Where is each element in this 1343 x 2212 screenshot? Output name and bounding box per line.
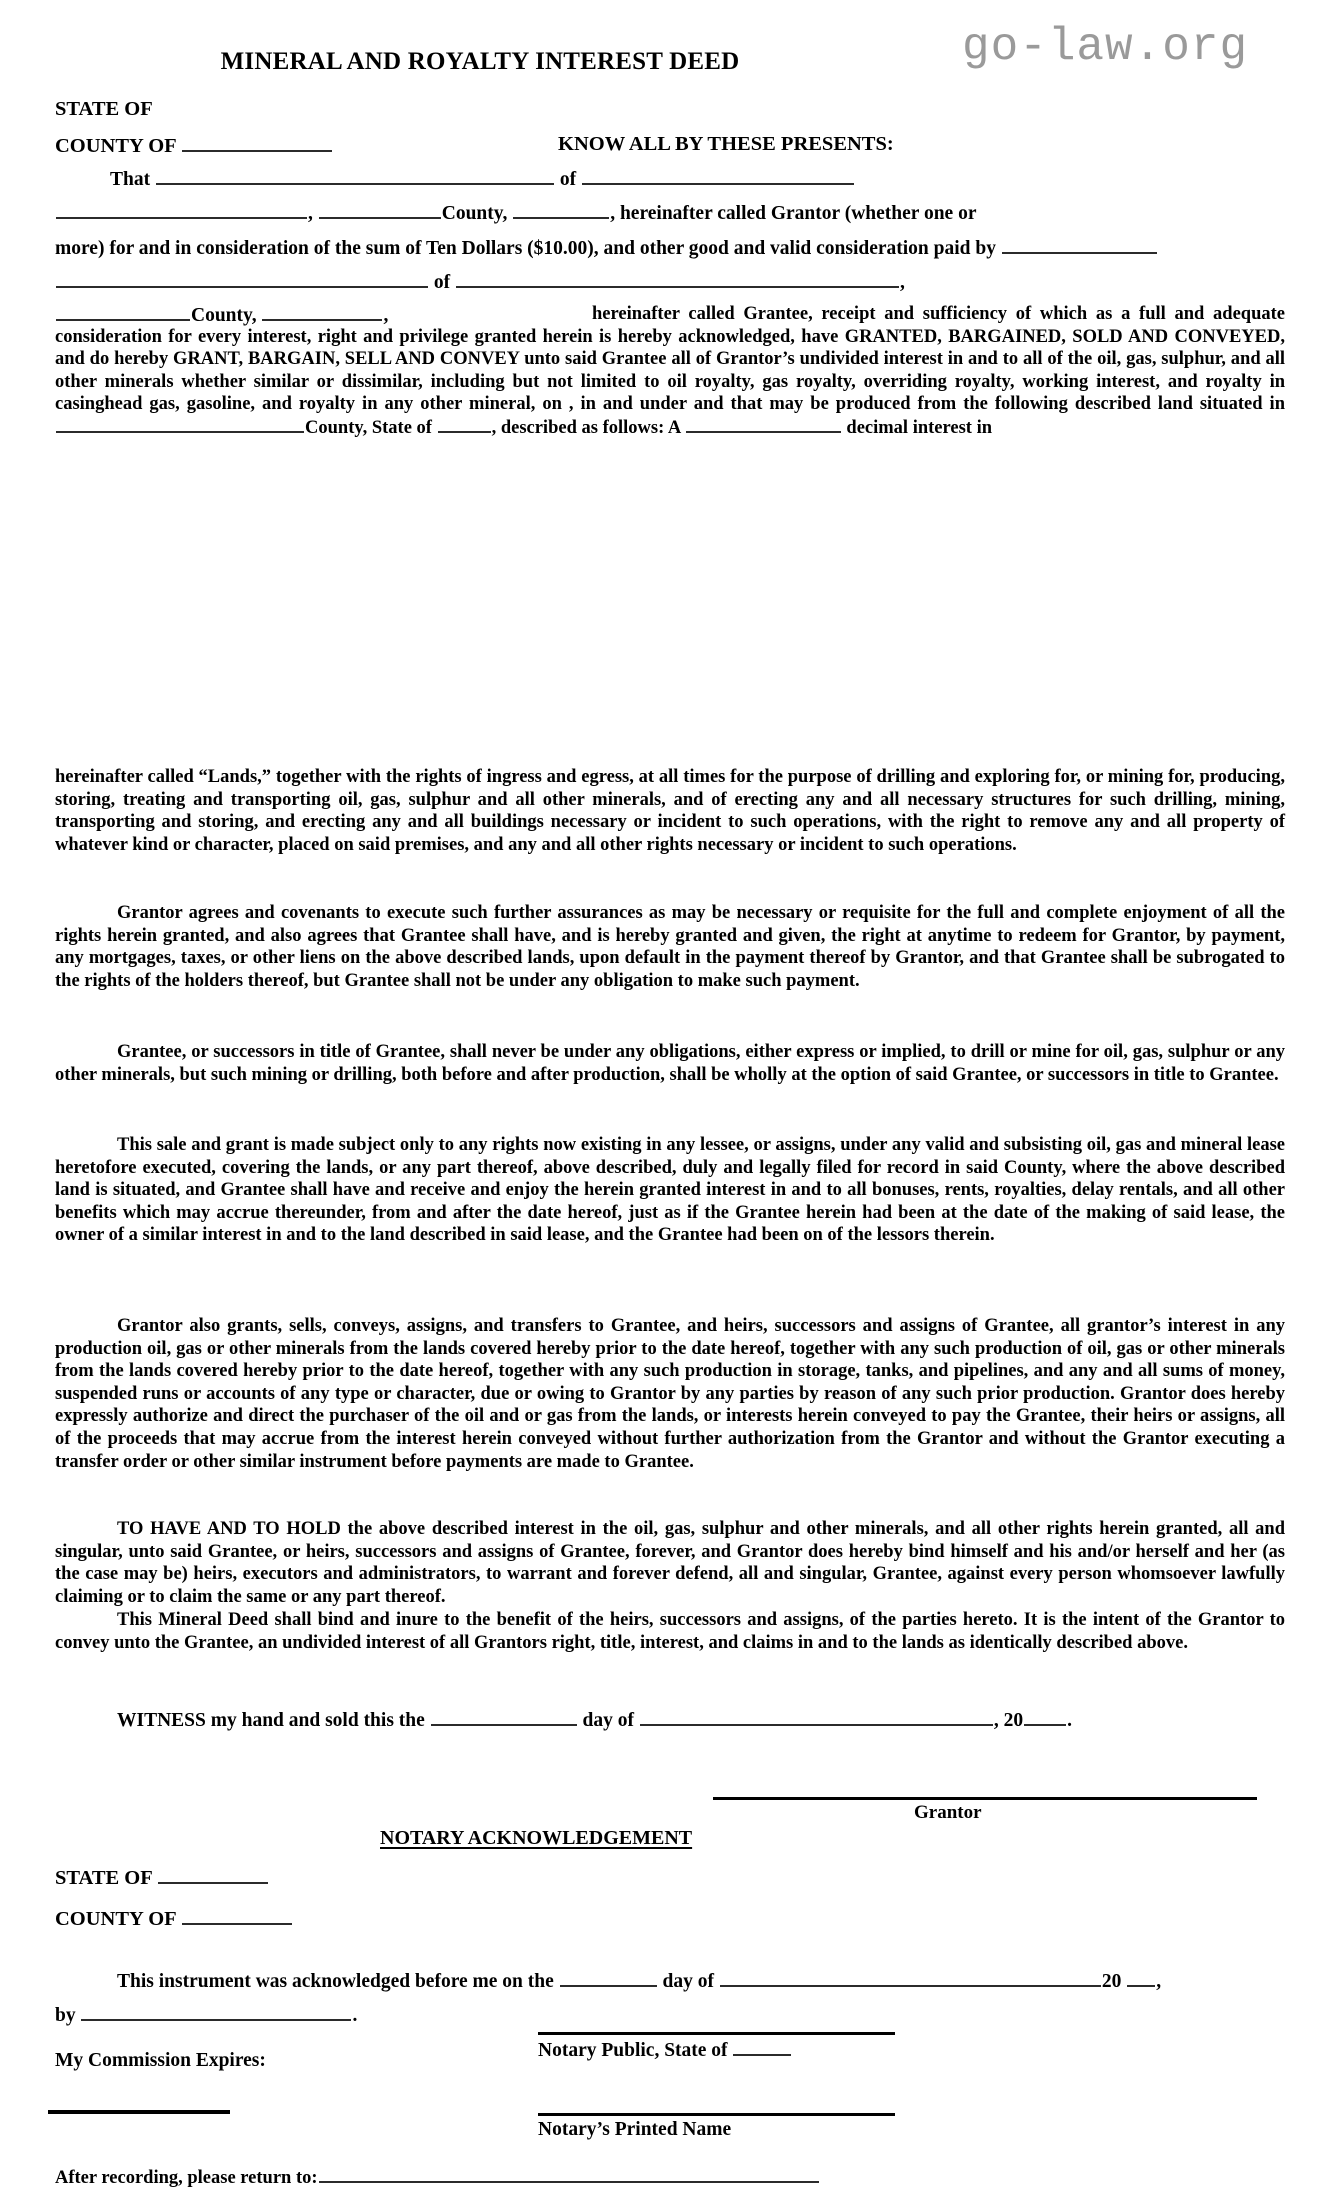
grantee-recital-comma: ,	[383, 304, 389, 326]
that-label: That	[110, 168, 151, 190]
ack-year-blank[interactable]	[1127, 1969, 1155, 1987]
know-all-by-these-presents: KNOW ALL BY THESE PRESENTS:	[558, 133, 894, 155]
ack-comma: ,	[1156, 1970, 1162, 1992]
described-as-label: , described as	[491, 418, 598, 439]
recital-line-4[interactable]	[55, 270, 905, 294]
notary-state-blank[interactable]	[158, 1865, 268, 1884]
grantor-state-blank[interactable]	[513, 201, 609, 219]
notary-public-state-blank[interactable]	[733, 2038, 791, 2056]
paragraph-to-have-and-to-hold	[55, 1518, 1285, 1608]
grantor-signature-label: Grantor	[914, 1802, 982, 1823]
grantor-address-2-blank[interactable]	[56, 201, 307, 219]
county-state-label: County, State of	[305, 418, 432, 439]
by-label: by	[55, 2004, 76, 2026]
witness-period: .	[1067, 1709, 1073, 1731]
commission-expires-line[interactable]	[48, 2110, 230, 2114]
witness-year-prefix: , 20	[993, 1709, 1024, 1731]
paragraph-prior-production	[55, 1315, 1285, 1473]
notary-printed-name-line[interactable]	[538, 2113, 895, 2116]
grantor-signature-line[interactable]	[713, 1797, 1257, 1800]
paragraph-lands-rights	[55, 766, 1285, 856]
paragraph-text: This Mineral Deed shall bind and inure to the benefit of the heirs, successors and assigns, of the parties hereto. It is the intent of the Grantor to convey unto the Grantee, an undivided interest of all Grantors right, title, interest, and claims in and to the lands as identically described above.	[55, 1610, 1285, 1653]
witness-line[interactable]	[117, 1708, 1072, 1732]
witness-label: WITNESS my hand and sold this the	[117, 1709, 425, 1731]
return-to-label: After recording, please return to:	[55, 2168, 318, 2189]
consideration-text: more) for and in consideration of the sum of Ten Dollars ($10.00), and other good and valid consideration paid by	[55, 237, 996, 259]
paragraph-text: hereinafter called “Lands,” together with the rights of ingress and egress, at all times for the purpose of drilling and exploring for, or mining for, producing, storing, treating and transporting oil, gas, sulphur and all other minerals, and of erecting any and all necessary structures for such drilling, mining, transporting and storing, and erecting any and all buildings necessary or incident to such operations, with the right to remove any and all property of whatever kind or character, placed on said premises, and any and all other rights necessary or incident to such operations.	[55, 767, 1285, 855]
notary-public-field[interactable]	[538, 2038, 792, 2062]
hereinafter-grantor-text: , hereinafter called Grantor (whether one or	[610, 202, 977, 224]
county-word-2: County,	[191, 304, 257, 326]
decimal-interest-blank[interactable]	[686, 416, 841, 433]
grantor-name-blank[interactable]	[156, 167, 554, 185]
notary-acknowledgement-heading: NOTARY ACKNOWLEDGEMENT	[380, 1827, 693, 1849]
ack-day-of-label: day of	[662, 1970, 714, 1992]
commission-expires-label: My Commission Expires:	[55, 2050, 266, 2071]
grantee-address-blank[interactable]	[56, 270, 428, 288]
paragraph-text: This sale and grant is made subject only to any rights now existing in any lessee, or assigns, under any valid and subsisting oil, gas and mineral lease heretofore executed, covering the lands, or any part thereof, above described, duly and legally filed for record in said County, where the above described land is situated, and Grantee shall have and receive and enjoy the herein granted interest in and to all bonuses, rents, royalties, delay rentals, and all other benefits which may accrue thereunder, from and after the date hereof, just as if the Grantee herein had been at the date of the making of said lease, the owner of a similar interest in and to the land described in said lease, and the Grantee had been on of the lessors therein.	[55, 1135, 1285, 1246]
paragraph-text: TO HAVE AND TO HOLD the above described interest in the oil, gas, sulphur and other minerals, and all other rights herein granted, all and singular, unto said Grantee, or heirs, successors and assigns of Grantee, forever, and Grantor does hereby bind himself and his and/or herself and her (as the case may be) heirs, executors and administrators, to warrant and forever defend, all and singular, Grantee, against every person whomsoever lawfully claiming or to claim the same or any part thereof.	[55, 1519, 1285, 1607]
county-of-blank[interactable]	[182, 133, 332, 152]
land-state-blank[interactable]	[438, 416, 491, 433]
return-to-line[interactable]	[55, 2166, 820, 2189]
paragraph-binding-effect	[55, 1609, 1285, 1654]
notary-public-signature-line[interactable]	[538, 2032, 895, 2035]
county-of-field[interactable]	[55, 133, 333, 158]
notary-state-field[interactable]	[55, 1865, 269, 1890]
grantor-county-blank[interactable]	[319, 201, 441, 219]
notary-county-label: COUNTY OF	[55, 1907, 176, 1930]
acknowledgement-line-1[interactable]	[117, 1969, 1161, 1993]
recital-line-1[interactable]	[110, 167, 855, 191]
legal-description-area[interactable]	[55, 600, 1285, 750]
of-label-2: of	[433, 271, 451, 293]
witness-day-blank[interactable]	[431, 1708, 577, 1726]
recital-line-2[interactable]	[55, 201, 976, 225]
acknowledgement-line-2[interactable]	[55, 2003, 357, 2027]
grantor-address-blank[interactable]	[582, 167, 854, 185]
county-of-label: COUNTY OF	[55, 134, 176, 157]
witness-year-blank[interactable]	[1024, 1708, 1066, 1726]
state-of-label: STATE OF	[55, 98, 153, 120]
witness-month-blank[interactable]	[640, 1708, 993, 1726]
of-label-1: of	[559, 168, 577, 190]
follows-label: follows: A	[602, 418, 681, 439]
recital-comma-2: ,	[900, 271, 905, 293]
paragraph-text: Grantor also grants, sells, conveys, assigns, and transfers to Grantee, and heirs, successors and assigns of Grantee, all grantor’s interest in any production oil, gas or other minerals from the lands covered hereby prior to the date hereof, together with any such production of oil, gas or other minerals from the lands covered hereby prior to the date hereof, together with any such production in storage, tanks, and pipelines, and any and all sums of money, suspended runs or accounts of any type or character, due or owing to Grantor by any parties by reason of any such prior production. Grantor does hereby expressly authorize and direct the purchaser of the oil and or gas from the lands, or interests herein conveyed to pay the Grantee, their heirs or assigns, all of the proceeds that may accrue from the interest herein conveyed without further authorization from the Grantor and without the Grantor executing a transfer order or other similar instrument before payments are made to Grantee.	[55, 1316, 1285, 1472]
witness-day-of-label: day of	[582, 1709, 635, 1731]
by-period: .	[352, 2004, 358, 2026]
paragraph-subject-to-leases	[55, 1134, 1285, 1247]
paragraph-text: Grantor agrees and covenants to execute such further assurances as may be necessary or requisite for the full and complete enjoyment of all the rights herein granted, and also agrees that Grantee shall have, and is hereby granted and given, the right at anytime to redeem for Grantor, by payment, any mortgages, taxes, or other liens on the above described lands, upon default in the payment thereof by Grantor, and that Grantee shall be subrogated to the rights of the holders thereof, but Grantee shall not be under any obligation to make such payment.	[55, 903, 1285, 991]
notary-public-label: Notary Public, State of	[538, 2039, 728, 2061]
grantee-name-blank[interactable]	[1002, 236, 1157, 254]
decimal-interest-label: decimal interest in	[846, 418, 993, 439]
recital-line-3[interactable]	[55, 236, 1158, 260]
ack-year-label: 20	[1101, 1970, 1122, 1992]
granting-clause	[55, 303, 1285, 440]
acknowledgement-label: This instrument was acknowledged before me on the	[117, 1970, 554, 1992]
notary-state-label: STATE OF	[55, 1866, 153, 1889]
notary-county-blank[interactable]	[182, 1906, 292, 1925]
site-watermark: go-law.org	[962, 21, 1249, 73]
land-county-blank[interactable]	[56, 416, 304, 433]
ack-day-blank[interactable]	[560, 1969, 657, 1987]
paragraph-text: Grantee, or successors in title of Grantee, shall never be under any obligations, either express or implied, to drill or mine for oil, gas, sulphur or any other minerals, but such mining or drilling, both before and after production, shall be wholly at the option of said Grantee, or successors in title to Grantee.	[55, 1042, 1285, 1085]
grantee-address-2-blank[interactable]	[456, 270, 899, 288]
county-word-1: County,	[441, 202, 508, 224]
return-to-blank[interactable]	[319, 2166, 819, 2183]
ack-month-blank[interactable]	[720, 1969, 1101, 1987]
paragraph-no-obligation-to-drill	[55, 1041, 1285, 1086]
granting-clause-text: hereinafter called Grantee, receipt and sufficiency of which as a full and adequate consideration for every interest, right and privilege granted herein is hereby acknowledged, have GRANTED, BARGAINED, SOLD AND CONVEYED, and do hereby GRANT, BARGAIN, SELL AND CONVEY unto said Grantee all of Grantor’s undivided interest in and to all of the oil, gas, sulphur, and all other minerals whether similar or dissimilar, including but not limited to oil royalty, gas royalty, overriding royalty, working interest, and royalty in casinghead gas, gasoline, and royalty in any other mineral, on , in and under and that may be produced from the following described land situated in	[55, 304, 1285, 415]
ack-by-blank[interactable]	[81, 2003, 351, 2021]
page-title: MINERAL AND ROYALTY INTEREST DEED	[220, 48, 740, 75]
notary-printed-name-label: Notary’s Printed Name	[538, 2119, 732, 2140]
recital-comma-1: ,	[308, 202, 313, 224]
notary-county-field[interactable]	[55, 1906, 293, 1931]
paragraph-further-assurances	[55, 902, 1285, 992]
